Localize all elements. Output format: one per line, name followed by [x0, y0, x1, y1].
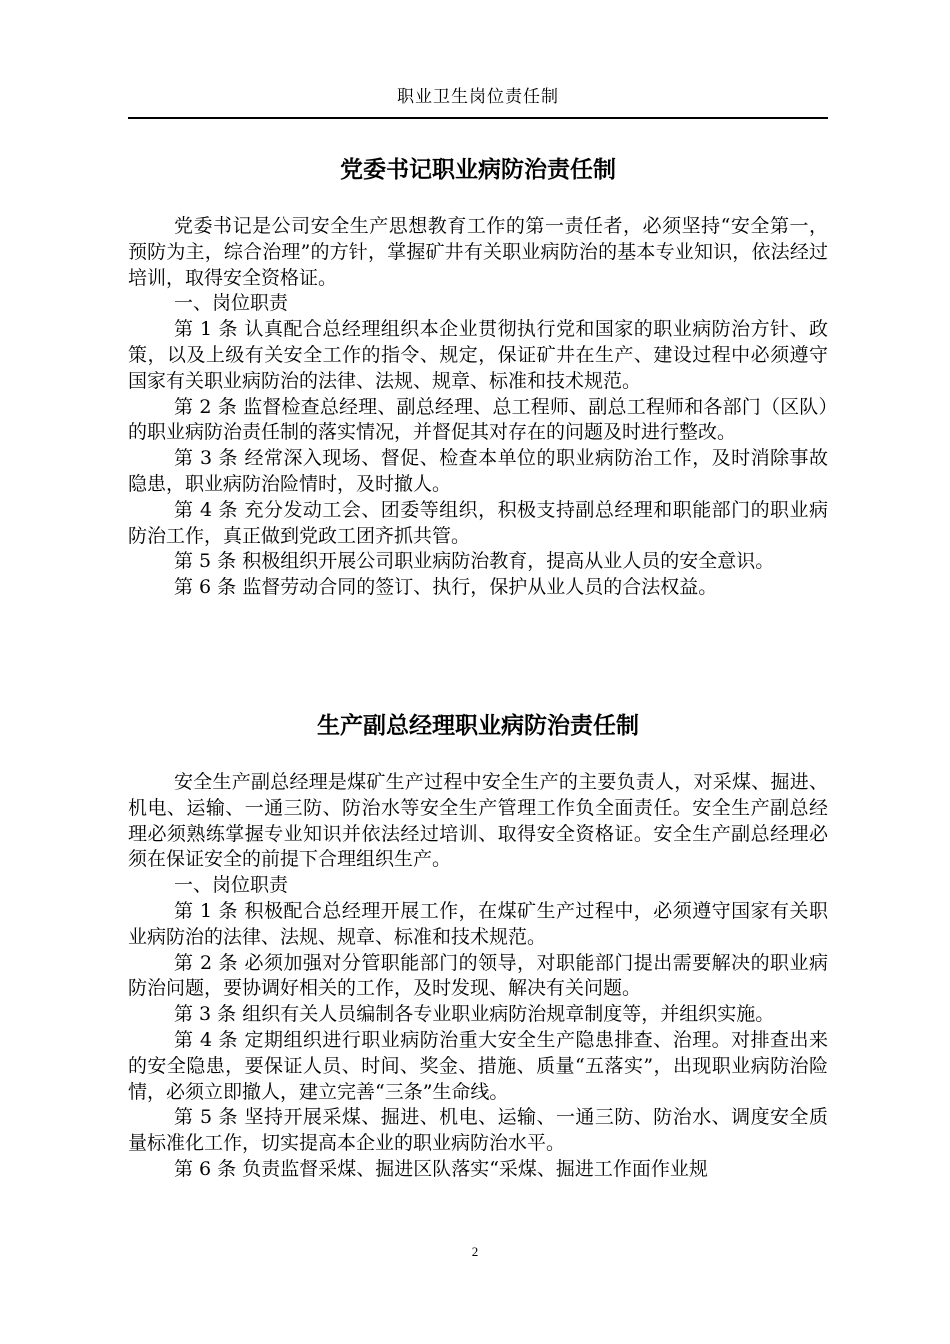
section-body: [128, 770, 828, 1183]
running-header: 职业卫生岗位责任制: [397, 87, 559, 107]
article-paragraph: 第 3 条 组织有关人员编制各专业职业病防治规章制度等，并组织实施。: [174, 1003, 775, 1026]
article-paragraph: 第 5 条 积极组织开展公司职业病防治教育，提高从业人员的安全意识。: [174, 550, 775, 573]
page-number: 2: [471, 1244, 479, 1259]
article-paragraph: 第 4 条 充分发动工会、团委等组织，积极支持副总经理和职能部门的职业病防治工作，真正做到党政工团齐抓共管。: [128, 498, 828, 547]
subheading-duties: 一、岗位职责: [174, 292, 289, 315]
article-paragraph: 第 3 条 经常深入现场、督促、检查本单位的职业病防治工作，及时消除事故隐患，职业病防治险情时，及时撤人。: [128, 447, 828, 495]
article-paragraph: 第 5 条 坚持开展采煤、掘进、机电、运输、一通三防、防治水、调度安全质量标准化工作，切实提高本企业的职业病防治水平。: [128, 1106, 828, 1155]
section-production-vp: [128, 706, 828, 1183]
section-body: [128, 214, 828, 601]
article-paragraph: 第 6 条 监督劳动合同的签订、执行，保护从业人员的合法权益。: [174, 576, 718, 599]
article-paragraph: 第 2 条 监督检查总经理、副总经理、总工程师、副总工程师和各部门（区队）的职业病防治责任制的落实情况，并督促其对存在的问题及时进行整改。: [128, 395, 828, 444]
article-paragraph: 第 6 条 负责监督采煤、掘进区队落实“采煤、掘进工作面作业规: [174, 1157, 708, 1180]
section-party-secretary: [128, 150, 828, 601]
article-paragraph: 第 4 条 定期组织进行职业病防治重大安全生产隐患排查、治理。对排查出来的安全隐患，要保证人员、时间、奖金、措施、质量“五落实”，出现职业病防治险情，必须立即撤人，建立完善“三条”生命线。: [128, 1028, 828, 1103]
section-title: 党委书记职业病防治责任制: [340, 156, 616, 183]
section-title: 生产副总经理职业病防治责任制: [317, 712, 639, 739]
intro-paragraph: 党委书记是公司安全生产思想教育工作的第一责任者，必须坚持“安全第一，预防为主，综合治理”的方针，掌握矿井有关职业病防治的基本专业知识，依法经过培训，取得安全资格证。: [128, 215, 828, 289]
subheading-duties: 一、岗位职责: [174, 874, 289, 897]
intro-paragraph: 安全生产副总经理是煤矿生产过程中安全生产的主要负责人，对采煤、掘进、机电、运输、一通三防、防治水等安全生产管理工作负全面责任。安全生产副总经理必须熟练掌握专业知识并依法经过培训、取得安全资格证。安全生产副总经理必须在保证安全的前提下合理组织生产。: [128, 771, 828, 871]
article-paragraph: 第 1 条 积极配合总经理开展工作，在煤矿生产过程中，必须遵守国家有关职业病防治的法律、法规、规章、标准和技术规范。: [128, 899, 828, 948]
article-paragraph: 第 2 条 必须加强对分管职能部门的领导，对职能部门提出需要解决的职业病防治问题，要协调好相关的工作，及时发现、解决有关问题。: [128, 951, 828, 1000]
header-divider: [128, 117, 828, 119]
article-paragraph: 第 1 条 认真配合总经理组织本企业贯彻执行党和国家的职业病防治方针、政策，以及上级有关安全工作的指令、规定，保证矿井在生产、建设过程中必须遵守国家有关职业病防治的法律、法规、规章、标准和技术规范。: [128, 318, 828, 392]
